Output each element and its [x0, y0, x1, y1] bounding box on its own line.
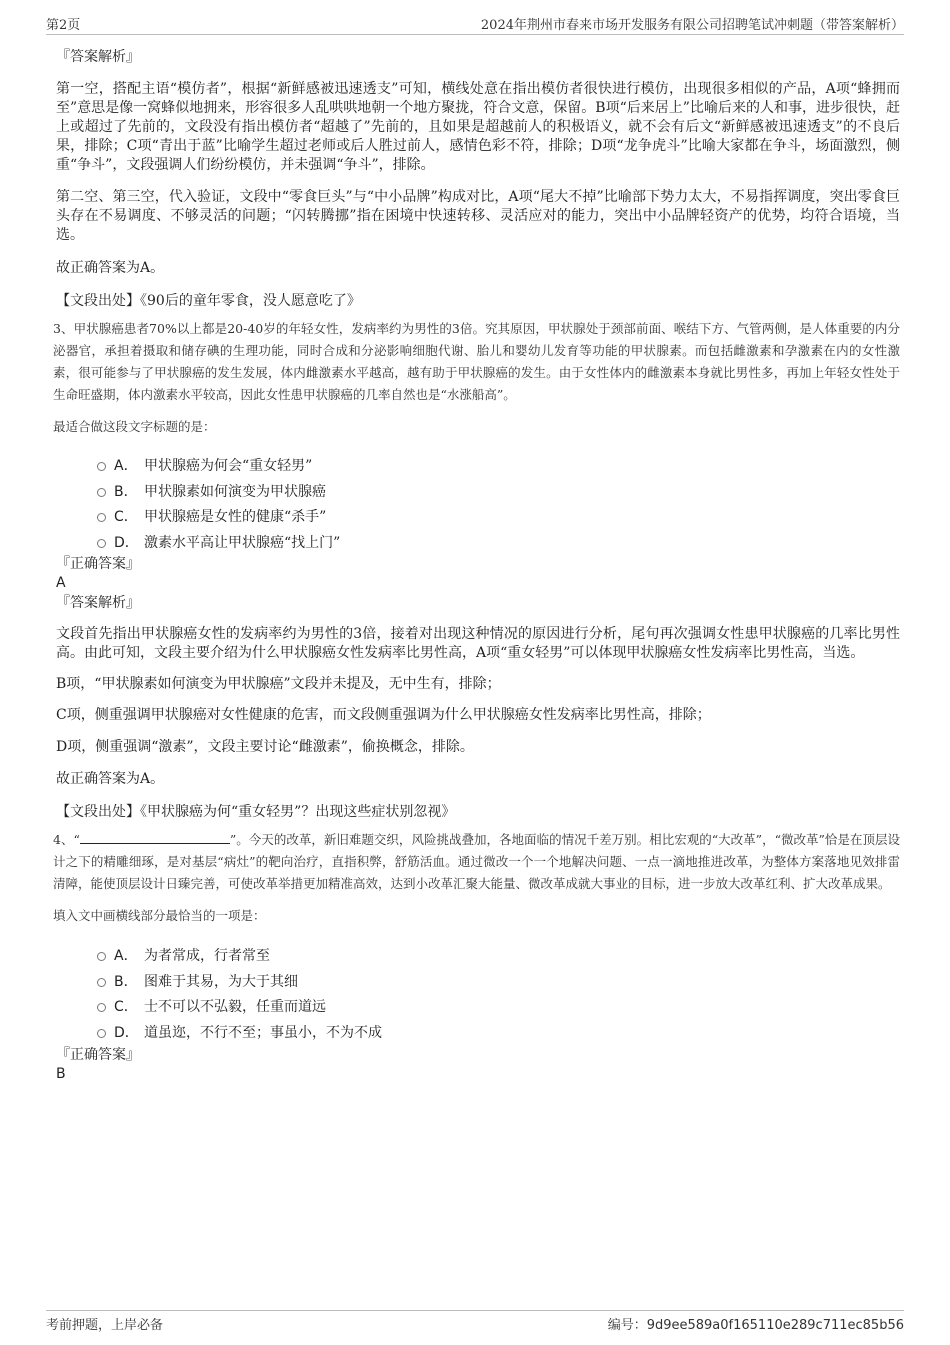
- document-title: 2024年荆州市春来市场开发服务有限公司招聘笔试冲刺题（带答案解析）: [480, 18, 904, 33]
- document-code: 编号：9d9ee589a0f165110e289c711ec85b56: [607, 1318, 904, 1333]
- page-number: 第2页: [46, 18, 81, 33]
- q3-options: [56, 454, 900, 556]
- page-header: [46, 12, 904, 35]
- q2-conclusion: 故正确答案为A。: [56, 260, 165, 276]
- q3-question: 最适合做这段文字标题的是：: [53, 419, 216, 434]
- q3-conclusion: 故正确答案为A。: [56, 771, 165, 787]
- q3-analysis-para1: 文段首先指出甲状腺癌女性的发病率约为男性的3倍，接着对出现这种情况的原因进行分析，尾句再次强调女性患甲状腺癌的几率比男性高。由此可知，文段主要介绍为什么甲状腺癌女性发病率比男性高，A项“重女轻男”可以体现甲状腺癌女性发病率比男性高，当选。: [56, 626, 900, 661]
- q3-source: 【文段出处】《甲状腺癌为何“重女轻男”？出现这些症状别忽视》: [56, 804, 456, 820]
- q4-option-d[interactable]: D． 道虽迩，不行不至；事虽小，不为不成: [56, 1021, 900, 1047]
- q3-stem: 3、甲状腺癌患者70%以上都是20-40岁的年轻女性，发病率约为男性的3倍。究其原因，甲状腺处于颈部前面、喉结下方、气管两侧，是人体重要的内分泌器官，承担着摄取和储存碘的生理功能，同时合成和分泌影响细胞代谢、胎儿和婴幼儿发育等功能的甲状腺素。而包括雌激素和孕激素在内的女性激素，很可能参与了甲状腺癌的发生发展，体内雌激素水平越高，越有助于甲状腺癌的发生。由于女性体内的雌激素本身就比男性多，再加上年轻女性处于生命旺盛期，体内激素水平较高，因此女性患甲状腺癌的几率自然也是“水涨船高”。: [53, 321, 900, 402]
- q3-analysis-para4: D项，侧重强调“激素”，文段主要讨论“雌激素”，偷换概念，排除。: [56, 739, 474, 755]
- footer-slogan: 考前押题，上岸必备: [46, 1318, 164, 1333]
- radio-button[interactable]: [97, 488, 106, 497]
- q4-correct-label: 『正确答案』: [56, 1047, 140, 1063]
- q4-correct-answer: B: [56, 1066, 66, 1082]
- q3-analysis-para3: C项，侧重强调甲状腺癌对女性健康的危害，而文段侧重强调为什么甲状腺癌女性发病率比男性高，排除；: [56, 707, 711, 723]
- radio-button[interactable]: [97, 1029, 106, 1038]
- radio-button[interactable]: [97, 513, 106, 522]
- radio-button[interactable]: [97, 952, 106, 961]
- q3-correct-label: 『正确答案』: [56, 556, 140, 572]
- radio-button[interactable]: [97, 978, 106, 987]
- q4-option-b[interactable]: B． 图难于其易，为大于其细: [56, 970, 900, 996]
- q3-analysis-para2: B项，“甲状腺素如何演变为甲状腺癌”文段并未提及，无中生有，排除；: [56, 676, 501, 692]
- q4-option-c[interactable]: C． 士不可以不弘毅，任重而道远: [56, 995, 900, 1021]
- radio-button[interactable]: [97, 1003, 106, 1012]
- page-content: [53, 46, 900, 1083]
- q2-analysis-para1: 第一空，搭配主语“模仿者”，根据“新鲜感被迅速透支”可知，横线处意在指出模仿者很快进行模仿，出现很多相似的产品，A项“蜂拥而至”意思是像一窝蜂似地拥来，形容很多人乱哄哄地朝一个地方聚拢，符合文意，保留。B项“后来居上”比喻后来的人和事，进步很快，赶上或超过了先前的，文段没有指出模仿者“超越了”先前的，且如果是超越前人的积极语义，就不会有后文“新鲜感被迅速透支”的不良后果，排除；C项“青出于蓝”比喻学生超过老师或后人胜过前人，感情色彩不符，排除；D项“龙争虎斗”比喻大家都在争斗，场面激烈，侧重“争斗”，文段强调人们纷纷模仿，并未强调“争斗”，排除。: [56, 81, 900, 173]
- q3-option-a[interactable]: A． 甲状腺癌为何会“重女轻男”: [56, 454, 900, 480]
- q4-stem: 4、“ ”。今天的改革，新旧难题交织，风险挑战叠加，各地面临的情况千差万别。相比宏观的“大改革”，“微改革”恰是在顶层设计之下的精雕细琢，是对基层“病灶”的靶向治疗，直指积弊，舒筋活血。通过微改一个一个地解决问题、一点一滴地推进改革，为整体方案落地见效排雷清障，能使顶层设计日臻完善，可使改革举措更加精准高效，达到小改革汇聚大能量、微改革成就大事业的目标，进一步放大改革红利、扩大改革成果。: [53, 832, 900, 891]
- q3-correct-answer: A: [56, 575, 66, 591]
- q3-analysis-label: 『答案解析』: [56, 595, 140, 611]
- q2-source: 【文段出处】《90后的童年零食，没人愿意吃了》: [56, 293, 361, 309]
- fill-blank: [80, 831, 230, 844]
- radio-button[interactable]: [97, 539, 106, 548]
- q3-option-b[interactable]: B． 甲状腺素如何演变为甲状腺癌: [56, 480, 900, 506]
- q4-question: 填入文中画横线部分最恰当的一项是：: [53, 908, 266, 923]
- radio-button[interactable]: [97, 462, 106, 471]
- page-footer: [46, 1310, 904, 1335]
- q2-analysis-para2: 第二空、第三空，代入验证，文段中“零食巨头”与“中小品牌”构成对比，A项“尾大不掉”比喻部下势力太大，不易指挥调度，突出零食巨头存在不易调度、不够灵活的问题；“闪转腾挪”指在困境中快速转移、灵活应对的能力，突出中小品牌轻资产的优势，均符合语境，当选。: [56, 189, 900, 243]
- q4-options: [56, 944, 900, 1046]
- q3-option-c[interactable]: C． 甲状腺癌是女性的健康“杀手”: [56, 505, 900, 531]
- q3-option-d[interactable]: D． 激素水平高让甲状腺癌“找上门”: [56, 531, 900, 557]
- q2-analysis-label: 『答案解析』: [56, 49, 140, 65]
- q4-option-a[interactable]: A． 为者常成，行者常至: [56, 944, 900, 970]
